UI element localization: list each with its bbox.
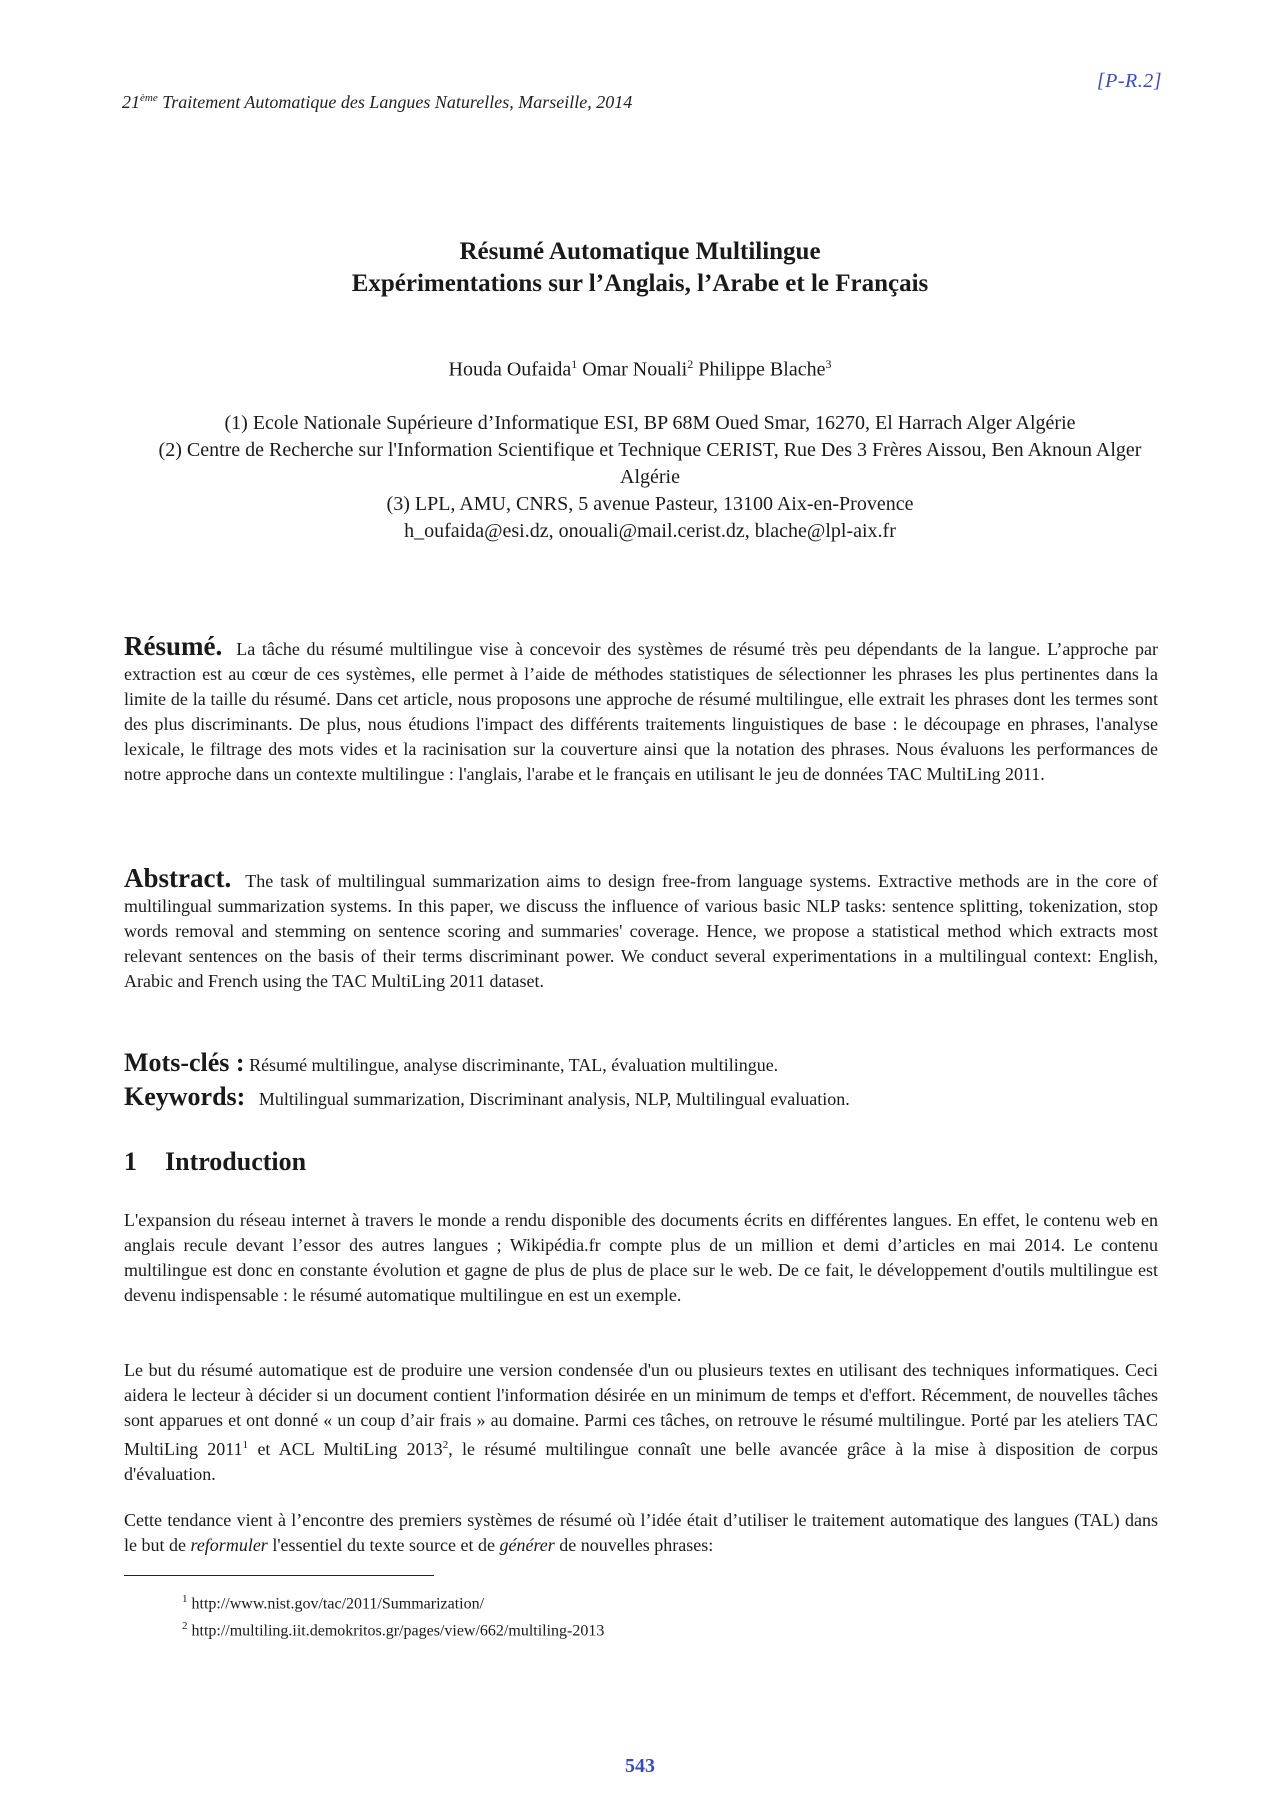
conference-superscript: ème: [140, 92, 158, 104]
affiliations: [150, 410, 1150, 545]
footnote-ref: 1: [242, 1439, 249, 1451]
abstract-heading: Abstract.: [124, 863, 232, 893]
author-name: Omar Nouali: [582, 358, 688, 381]
footnote-divider: [124, 1575, 434, 1576]
keywords-block: [124, 1084, 1158, 1112]
footnote-2: $^2$ http://multiling.iit.demokritos.gr/pages/view/662/multiling-2013: [182, 1620, 605, 1640]
section-number: 1: [124, 1147, 137, 1176]
resume-block: [124, 631, 1158, 787]
footnotes: [182, 1588, 604, 1643]
author-name: Philippe Blache: [698, 358, 826, 381]
conference-header: [122, 92, 632, 113]
motscles-text: Résumé multilingue, analyse discriminante, TAL, évaluation multilingue.: [249, 1055, 779, 1075]
section-title: Introduction: [165, 1147, 307, 1176]
author-affiliation-mark: 1: [571, 357, 578, 371]
author-affiliation-mark: 3: [825, 357, 832, 371]
abstract-text: The task of multilingual summarization aims to design free-from language systems. Extractive methods are in the core of multilingual summarization systems. In this paper, we discuss the influence of various basic NLP tasks: sentence splitting, tokenization, stop words removal and stemming on sentence scoring and summaries' coverage. Hence, we propose a statistical method which extracts most relevant sentences on the basis of their terms discriminant power. We conduct several experimentations in a multilingual context: English, Arabic and French using the TAC MultiLing 2011 dataset.: [124, 871, 1158, 991]
author-emails: h_oufaida@esi.dz, onouali@mail.cerist.dz, blache@lpl-aix.fr: [404, 520, 896, 542]
motscles-heading: Mots-clés :: [124, 1048, 245, 1077]
title-line-1: Résumé Automatique Multilingue: [459, 238, 821, 265]
author-list: [0, 357, 1280, 382]
footnote-link: http://multiling.iit.demokritos.gr/pages/view/662/multiling-2013: [187, 1622, 605, 1640]
affiliation-1: (1) Ecole Nationale Supérieure d’Informatique ESI, BP 68M Oued Smar, 16270, El Harrach Alger Algérie: [224, 412, 1076, 434]
footnote-1: $^1$ http://www.nist.gov/tac/2011/Summarization/: [182, 1593, 485, 1613]
keywords-heading: Keywords:: [124, 1082, 246, 1111]
footnote-link: http://www.nist.gov/tac/2011/Summarization/: [187, 1595, 485, 1613]
resume-text: La tâche du résumé multilingue vise à concevoir des systèmes de résumé très peu dépendants de la langue. L’approche par extraction est au cœur de ces systèmes, elle permet à l’aide de méthodes statistiques de sélectionner les phrases les plus pertinentes dans la limite de la taille du résumé. Dans cet article, nous proposons une approche de résumé multilingue, elle extrait les phrases dont les termes sont des plus discriminants. De plus, nous étudions l'impact des différents traitements linguistiques de base : le découpage en phrases, l'analyse lexicale, le filtrage des mots vides et la racinisation sur la couverture ainsi que la notation des phrases. Nous évaluons les performances de notre approche dans un contexte multilingue : l'anglais, l'arabe et le français en utilisant le jeu de données TAC MultiLing 2011.: [124, 639, 1158, 784]
author-name: Houda Oufaida: [448, 358, 572, 381]
abstract-block: [124, 863, 1158, 994]
footnote-ref: 2: [442, 1439, 449, 1451]
keywords-text: Multilingual summarization, Discriminant analysis, NLP, Multilingual evaluation.: [258, 1089, 850, 1109]
section-heading-introduction: [124, 1147, 306, 1177]
intro-paragraph-1: L'expansion du réseau internet à travers le monde a rendu disponible des documents écrits en différentes langues. En effet, le contenu web en anglais recule devant l’essor des autres langues ; Wikipédia.fr compte plus de un million et demi d’articles en mai 2014. Le contenu multilingue est donc en constante évolution et gagne de plus de plus de place sur le web. De ce fait, le développement d'outils multilingue est devenu indispensable : le résumé automatique multilingue en est un exemple.: [124, 1210, 1158, 1305]
intro-paragraph-2: Le but du résumé automatique est de produire une version condensée d'un ou plusieurs textes en utilisant des techniques informatiques. Ceci aidera le lecteur à décider si un document contient l'information désirée en un minimum de temps et d'effort. Récemment, de nouvelles tâches sont apparues et ont donné « un coup d’air frais » au domaine. Parmi ces tâches, on retrouve le résumé multilingue. Porté par les ateliers TAC MultiLing 2011$^1$ et ACL MultiLing 2013$^2$, le résumé multilingue connaît une belle avancée grâce à la mise à disposition de corpus d'évaluation.: [124, 1360, 1158, 1484]
paper-reference: [P-R.2]: [1096, 70, 1162, 92]
title-line-2: Expérimentations sur l’Anglais, l’Arabe et le Français: [351, 270, 929, 297]
page-number: 543: [625, 1755, 655, 1777]
motscles-block: [124, 1050, 1158, 1078]
conference-name: Traitement Automatique des Langues Naturelles, Marseille, 2014: [157, 92, 633, 112]
conference-number: 21: [122, 92, 140, 112]
paper-title: [0, 236, 1280, 300]
intro-paragraph-3: Cette tendance vient à l’encontre des premiers systèmes de résumé où l’idée était d’utiliser le traitement automatique des langues (TAL) dans le but de reformuler l'essentiel du texte source et de générer de nouvelles phrases:: [124, 1510, 1158, 1555]
affiliation-2: (2) Centre de Recherche sur l'Information Scientifique et Technique CERIST, Rue Des 3 Frères Aissou, Ben Aknoun Alger Algérie: [158, 439, 1142, 488]
resume-heading: Résumé.: [124, 631, 223, 661]
author-affiliation-mark: 2: [687, 357, 694, 371]
affiliation-3: (3) LPL, AMU, CNRS, 5 avenue Pasteur, 13100 Aix-en-Provence: [386, 493, 914, 515]
